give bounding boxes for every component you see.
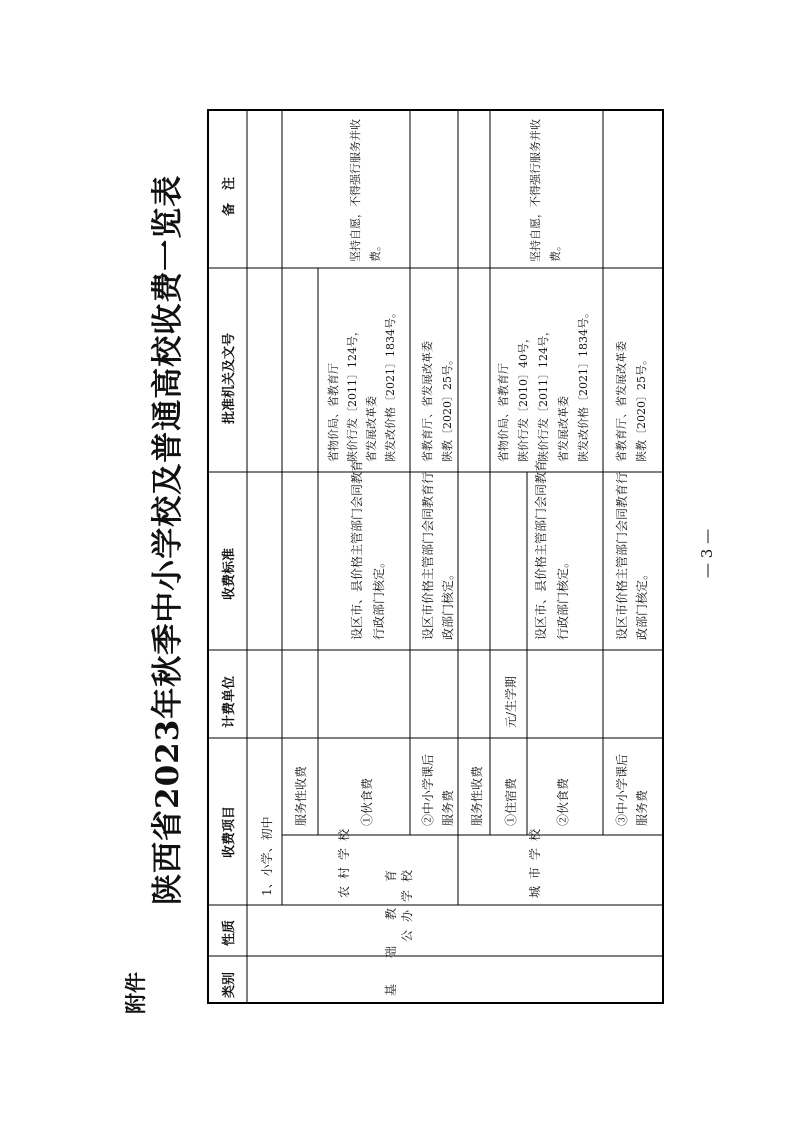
rural-item-after-school-standard: 设区市价格主管部门会同教育行政部门核定。 bbox=[421, 471, 455, 640]
urban-item-after-school-standard: 设区市价格主管部门会同教育行政部门核定。 bbox=[615, 471, 649, 640]
rural-item-meal-approval bbox=[324, 262, 400, 462]
page-number: — 3 — bbox=[698, 528, 716, 578]
rural-item-after-school-approval bbox=[418, 272, 458, 462]
urban-service-fee-label: 服务性收费 bbox=[470, 765, 484, 826]
nature-value: 公办学校 bbox=[400, 861, 414, 942]
urban-item-meal-approval bbox=[494, 262, 594, 462]
approval-line: 陕教〔2020〕25号。 bbox=[441, 354, 454, 462]
approval-line: 陕发改价格〔2021〕1834号。 bbox=[577, 307, 590, 462]
approval-line: 陕价行发〔2011〕124号， bbox=[346, 325, 359, 462]
rural-item-meal-remarks: 坚持自愿，不得强行服务并收费。 bbox=[349, 119, 382, 262]
rural-item-meal-standard: 设区市、县价格主管部门会同教育行政部门核定。 bbox=[350, 459, 386, 640]
urban-item-after-school-approval bbox=[612, 272, 652, 462]
header-unit: 计费单位 bbox=[222, 675, 237, 728]
rural-item-after-school-name: ②中小学课后服务费 bbox=[421, 753, 455, 826]
urban-item-meal-remarks: 坚持自愿，不得强行服务并收费。 bbox=[529, 119, 562, 262]
urban-school-label: 城市学校 bbox=[528, 821, 542, 898]
header-remarks: 备 注 bbox=[222, 176, 237, 216]
approval-line: 省教育厅、省发展改革委 bbox=[421, 341, 434, 462]
header-approval: 批准机关及文号 bbox=[222, 332, 237, 424]
approval-line: 省物价局、省教育厅 bbox=[497, 363, 510, 462]
approval-line: 陕教〔2020〕25号。 bbox=[635, 354, 648, 462]
approval-line: 省物价局、省教育厅 bbox=[327, 363, 340, 462]
annex-label: 附件 bbox=[124, 972, 148, 1014]
urban-item-meal-name: ②伙食费 bbox=[556, 777, 570, 826]
urban-item-after-school-name: ③中小学课后服务费 bbox=[615, 753, 649, 826]
rural-school-label: 农村学校 bbox=[337, 821, 351, 898]
approval-line: 省教育厅、省发展改革委 bbox=[615, 341, 628, 462]
urban-item-lodging-name: ①住宿费 bbox=[504, 777, 518, 826]
approval-line: 陕发改价格〔2021〕1834号。 bbox=[384, 307, 397, 462]
rural-item-meal-name: ①伙食费 bbox=[360, 777, 374, 826]
urban-item-lodging-unit: 元/生学期 bbox=[504, 675, 518, 728]
section-primary-middle: 1、小学、初中 bbox=[260, 816, 274, 896]
urban-item-meal-standard: 设区市、县价格主管部门会同教育行政部门核定。 bbox=[534, 459, 570, 640]
approval-line: 陕价行发〔2011〕124号， bbox=[537, 325, 550, 462]
header-nature: 性质 bbox=[222, 919, 237, 946]
category-value: 基础教育 bbox=[384, 843, 398, 996]
approval-line: 省发展改革委 bbox=[557, 396, 570, 462]
header-item: 收费项目 bbox=[222, 805, 237, 858]
approval-line: 省发展改革委 bbox=[365, 396, 378, 462]
header-standard: 收费标准 bbox=[222, 547, 237, 600]
header-category: 类别 bbox=[222, 971, 237, 998]
rural-service-fee-label: 服务性收费 bbox=[294, 765, 308, 826]
approval-line: 陕价行发〔2010〕40号， bbox=[517, 332, 530, 462]
document-title: 陕西省2023年秋季中小学校及普通高校收费一览表 bbox=[150, 174, 186, 905]
